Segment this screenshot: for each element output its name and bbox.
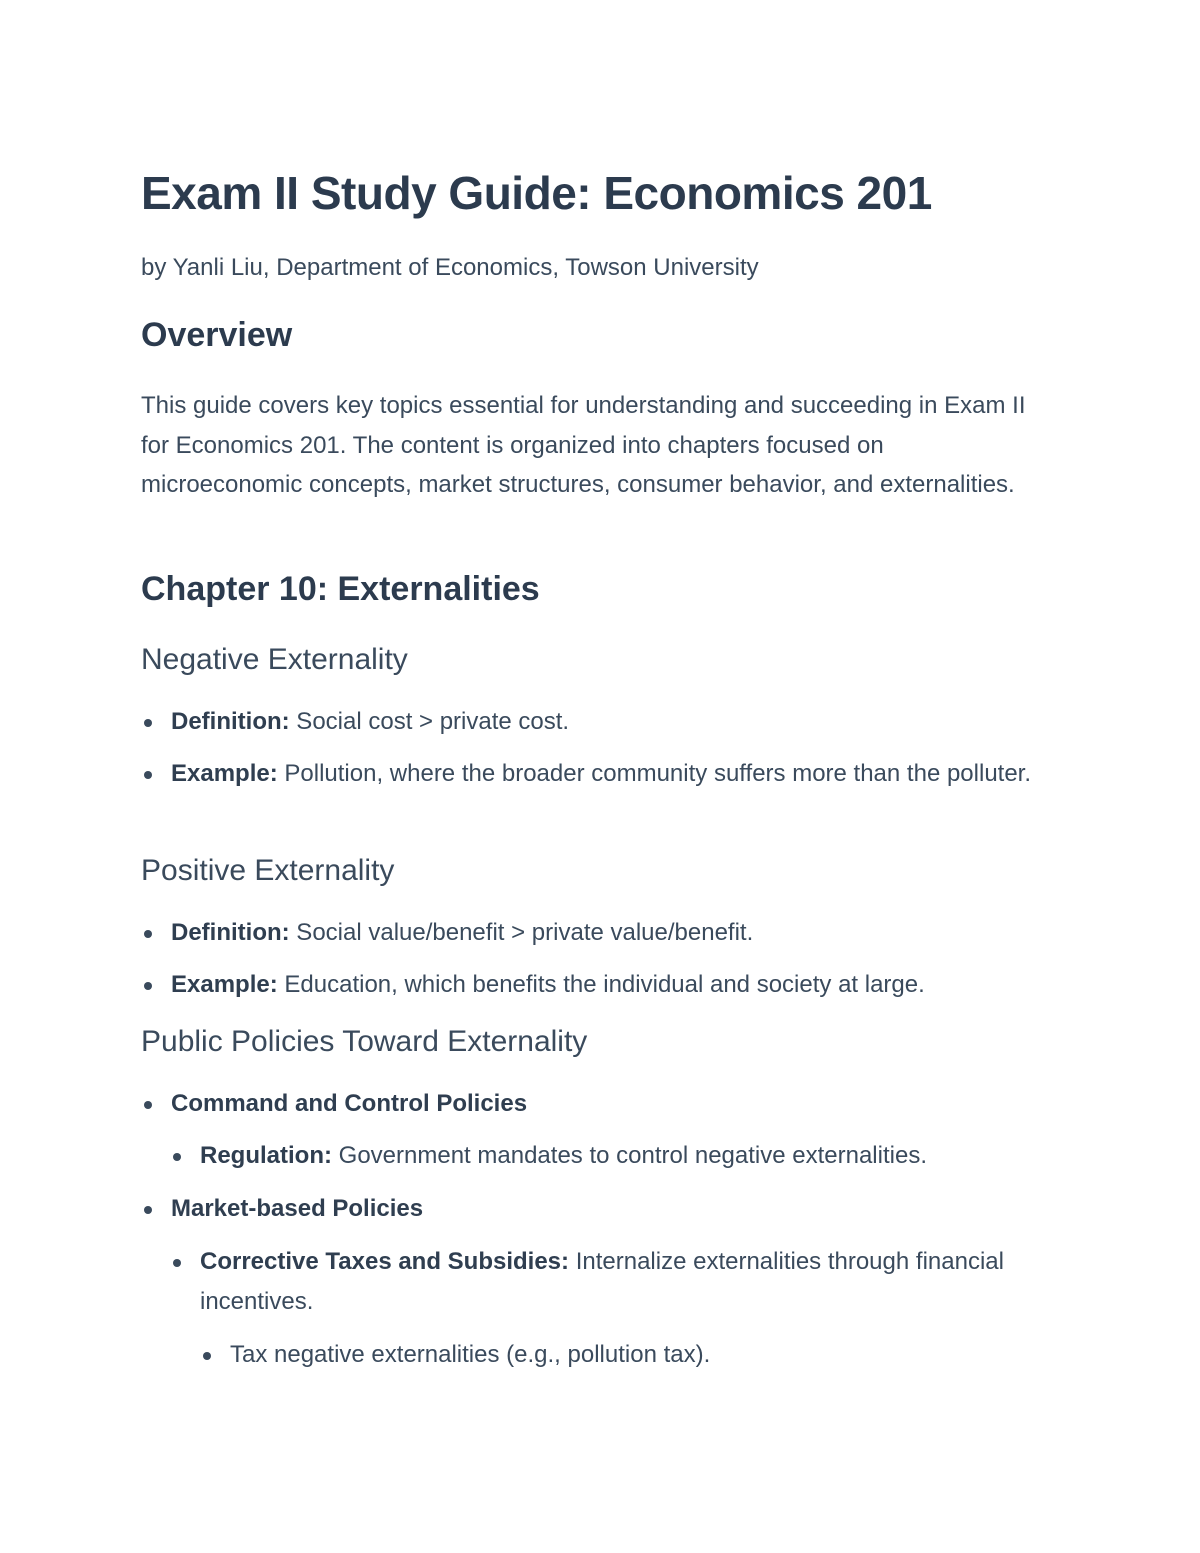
list-item-regulation bbox=[200, 1136, 1060, 1176]
corrective-label: Corrective Taxes and Subsidies: bbox=[200, 1248, 570, 1275]
author-byline: by Yanli Liu, Department of Economics, Towson University bbox=[141, 254, 759, 281]
bullet-icon bbox=[144, 930, 152, 938]
overview-heading: Overview bbox=[141, 316, 293, 354]
list-item-negative-example bbox=[171, 754, 1071, 794]
definition-label: Definition: bbox=[171, 919, 290, 946]
definition-label: Definition: bbox=[171, 708, 290, 735]
list-item-tax-negative bbox=[230, 1335, 1050, 1375]
bullet-icon bbox=[144, 1101, 152, 1109]
example-label: Example: bbox=[171, 971, 278, 998]
bullet-icon bbox=[144, 982, 152, 990]
page-title: Exam II Study Guide: Economics 201 bbox=[141, 167, 932, 219]
corrective-text: Internalize externalities through financial incentives. bbox=[200, 1248, 1004, 1315]
bullet-icon bbox=[144, 771, 152, 779]
regulation-label: Regulation: bbox=[200, 1142, 332, 1169]
bullet-icon bbox=[144, 719, 152, 727]
list-item-corrective-taxes bbox=[200, 1242, 1020, 1322]
command-control-label: Command and Control Policies bbox=[171, 1090, 528, 1117]
overview-paragraph: This guide covers key topics essential for understanding and succeeding in Exam II for Economics 201. The content is organized into chapters focused on microeconomic concepts, market structures, consumer behavior, and externalities. bbox=[141, 392, 1026, 498]
bullet-icon bbox=[173, 1153, 181, 1161]
bullet-icon bbox=[144, 1206, 152, 1214]
positive-externality-heading: Positive Externality bbox=[141, 854, 395, 887]
example-text: Education, which benefits the individual and society at large. bbox=[277, 971, 925, 998]
list-item-market-based bbox=[171, 1189, 1051, 1229]
market-based-label: Market-based Policies bbox=[171, 1195, 424, 1222]
example-text: Pollution, where the broader community suffers more than the polluter. bbox=[277, 760, 1032, 787]
list-item-negative-definition bbox=[171, 702, 1051, 742]
negative-externality-heading: Negative Externality bbox=[141, 643, 408, 676]
definition-text: Social value/benefit > private value/benefit. bbox=[289, 919, 754, 946]
list-item-positive-definition bbox=[171, 913, 1051, 953]
definition-text: Social cost > private cost. bbox=[289, 708, 570, 735]
bullet-icon bbox=[173, 1259, 181, 1267]
list-item-positive-example bbox=[171, 965, 1071, 1005]
list-item-command-control bbox=[171, 1084, 1051, 1124]
public-policies-heading: Public Policies Toward Externality bbox=[141, 1025, 588, 1058]
example-label: Example: bbox=[171, 760, 278, 787]
tax-negative-text: Tax negative externalities (e.g., pollution tax). bbox=[230, 1341, 711, 1368]
regulation-text: Government mandates to control negative externalities. bbox=[332, 1142, 927, 1169]
bullet-icon bbox=[203, 1352, 211, 1360]
chapter-10-heading: Chapter 10: Externalities bbox=[141, 570, 540, 608]
